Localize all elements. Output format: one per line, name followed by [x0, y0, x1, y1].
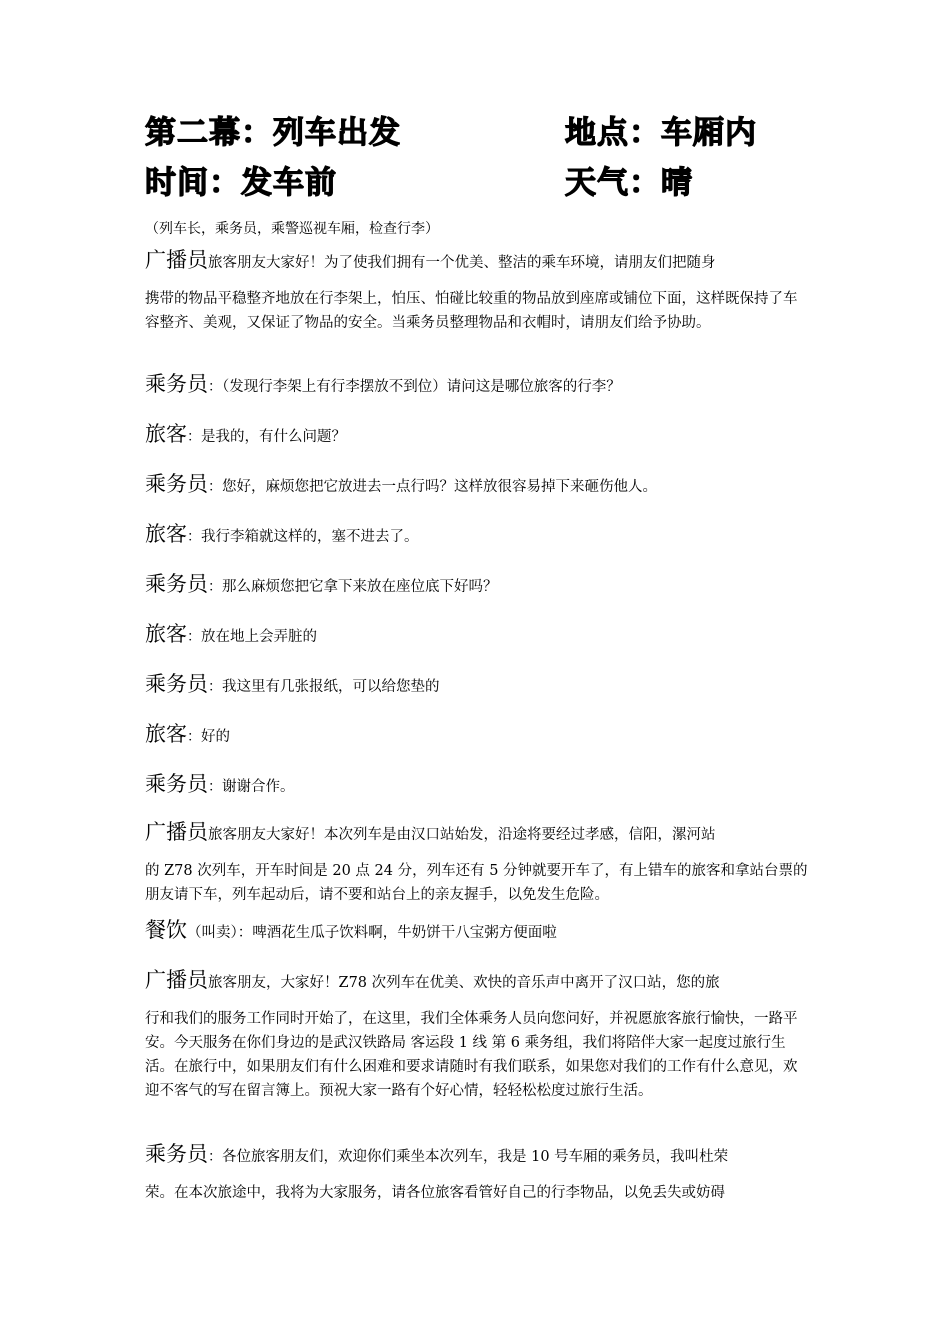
weather-title: 天气：晴 [565, 165, 693, 201]
speaker-label: 旅客 [145, 722, 187, 746]
speaker-label: 广播员 [145, 248, 208, 272]
line-text: 好的 [201, 729, 230, 745]
speaker-label: 广播员 [145, 820, 208, 844]
speaker-label: 乘务员 [145, 772, 208, 796]
dialogue-line: 旅客：是我的，有什么问题？ [145, 422, 346, 446]
scene-title: 第二幕：列车出发 [145, 115, 401, 151]
line-text: 旅客朋友，大家好！Z78 次列车在优美、欢快的音乐声中离开了汉口站，您的旅 [208, 975, 720, 991]
line-text: 那么麻烦您把它拿下来放在座位底下好吗？ [222, 579, 498, 595]
line-continuation: 携带的物品平稳整齐地放在行李架上，怕压、怕碰比较重的物品放到座席或铺位下面，这样既保持了车容整齐、美观，又保证了物品的安全。当乘务员整理物品和衣帽时，请朋友们给予协助。 [145, 291, 798, 331]
speaker-label: 乘务员 [145, 372, 208, 396]
line-text: 放在地上会弄脏的 [201, 629, 317, 645]
speaker-label: 乘务员 [145, 572, 208, 596]
line-text: 旅客朋友大家好！为了使我们拥有一个优美、整洁的乘车环境，请朋友们把随身 [208, 255, 716, 271]
line-text: 各位旅客朋友们，欢迎你们乘坐本次列车，我是 10 号车厢的乘务员，我叫杜荣 [222, 1149, 729, 1165]
dialogue-line: 旅客：放在地上会弄脏的 [145, 622, 317, 646]
dialogue-line: 乘务员：您好，麻烦您把它放进去一点行吗？这样放很容易掉下来砸伤他人。 [145, 472, 657, 496]
line-text: 我行李箱就这样的，塞不进去了。 [201, 529, 419, 545]
line-continuation: 的 Z78 次列车，开车时间是 20 点 24 分，列车还有 5 分钟就要开车了，有上错车的旅客和拿站台票的朋友请下车，列车起动后，请不要和站台上的亲友握手，以免发生危险。 [145, 863, 808, 903]
speaker-label: 餐饮 [145, 918, 187, 942]
speaker-label: 乘务员 [145, 1142, 208, 1166]
dialogue-line [145, 918, 810, 945]
line-continuation: 行和我们的服务工作同时开始了，在这里，我们全体乘务人员向您问好，并祝愿旅客旅行愉快，一路平安。今天服务在你们身边的是武汉铁路局 客运段 1 线 第 6 乘务组，我们将陪伴大家一起度过旅行生活。在旅行中，如果朋友们有什么困难和要求请随时有我们联系，如果您对我们的工作有什么意见，欢迎不客气的写在留言簿上。预祝大家一路有个好心情，轻轻松松度过旅行生活。 [145, 1011, 798, 1099]
dialogue-line: 乘务员：谢谢合作。 [145, 772, 295, 796]
line-text: 旅客朋友大家好！本次列车是由汉口站始发，沿途将要经过孝感，信阳，漯河站 [208, 827, 716, 843]
line-continuation: 荣。在本次旅途中，我将为大家服务，请各位旅客看管好自己的行李物品，以免丢失或妨碍 [145, 1185, 725, 1201]
dialogue-line: 乘务员：那么麻烦您把它拿下来放在座位底下好吗？ [145, 572, 498, 596]
dialogue-line [145, 248, 810, 335]
speaker-label: 乘务员 [145, 672, 208, 696]
dialogue-line: 旅客：好的 [145, 722, 230, 746]
dialogue-line: 乘务员：各位旅客朋友们，欢迎你们乘坐本次列车，我是 10 号车厢的乘务员，我叫杜荣 荣。在本次旅途中，我将为大家服务，请各位旅客看管好自己的行李物品，以免丢失或妨碍 [145, 1142, 810, 1205]
dialogue-line: 乘务员：我这里有几张报纸，可以给您垫的 [145, 672, 440, 696]
line-text: （叫卖）：啤酒花生瓜子饮料啊，牛奶饼干八宝粥方便面啦 [187, 925, 557, 941]
line-text: 是我的，有什么问题？ [201, 429, 346, 445]
line-text: （发现行李架上有行李摆放不到位）请问这是哪位旅客的行李？ [222, 379, 621, 395]
speaker-label: 旅客 [145, 522, 187, 546]
line-text: 谢谢合作。 [222, 779, 295, 795]
dialogue-line [145, 968, 810, 1103]
speaker-label: 旅客 [145, 622, 187, 646]
dialogue-line: 旅客：我行李箱就这样的，塞不进去了。 [145, 522, 419, 546]
stage-direction: （列车长，乘务员，乘警巡视车厢，检查行李） [145, 221, 439, 237]
location-title: 地点：车厢内 [565, 115, 757, 151]
time-title: 时间：发车前 [145, 165, 337, 201]
dialogue-line: 乘务员：（发现行李架上有行李摆放不到位）请问这是哪位旅客的行李？ [145, 372, 621, 396]
line-text: 我这里有几张报纸，可以给您垫的 [222, 679, 440, 695]
line-text: 您好，麻烦您把它放进去一点行吗？这样放很容易掉下来砸伤他人。 [222, 479, 657, 495]
speaker-label: 旅客 [145, 422, 187, 446]
dialogue-line [145, 820, 810, 907]
speaker-label: 乘务员 [145, 472, 208, 496]
speaker-label: 广播员 [145, 968, 208, 992]
